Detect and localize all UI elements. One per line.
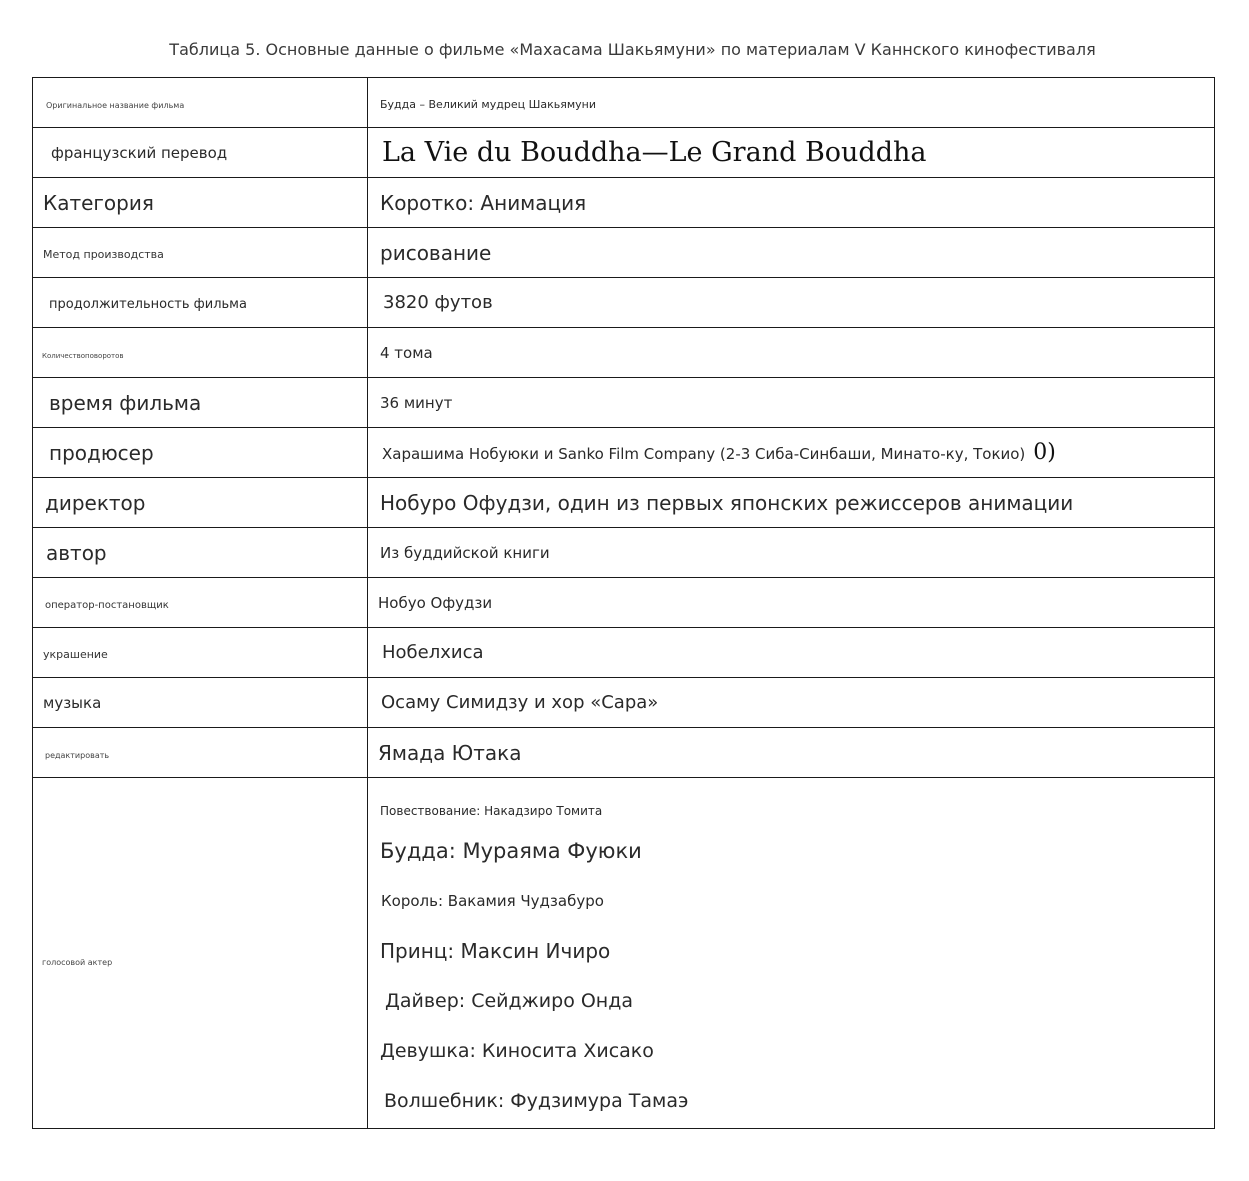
- table-row: [33, 528, 1215, 578]
- row-label: оператор-постановщик: [45, 600, 169, 611]
- row-value: Будда – Великий мудрец Шакьямуни: [380, 98, 596, 111]
- row-label-cell: [33, 228, 368, 278]
- row-value-cell: [368, 528, 1215, 578]
- row-value: La Vie du Bouddha—Le Grand Bouddha: [382, 137, 927, 168]
- row-label: автор: [46, 540, 107, 565]
- row-value-cell: [368, 378, 1215, 428]
- list-item: Дайвер: Сейджиро Онда: [385, 990, 634, 1012]
- row-label-cell: [33, 578, 368, 628]
- table-row: [33, 678, 1215, 728]
- voice-cast-cell: [368, 778, 1215, 1129]
- row-value: Харашима Нобуюки и Sanko Film Company (2-3 Сиба-Синбаши, Минато-ку, Токио): [382, 445, 1026, 463]
- row-label: продюсер: [49, 440, 154, 465]
- table-row: [33, 178, 1215, 228]
- list-item: Принц: Максин Ичиро: [380, 939, 611, 963]
- row-value-suffix: 0): [1033, 440, 1056, 465]
- row-value-cell: [368, 328, 1215, 378]
- film-data-table: [32, 77, 1215, 1129]
- table-row: [33, 428, 1215, 478]
- row-value-cell: [368, 178, 1215, 228]
- row-label: редактировать: [45, 751, 110, 760]
- row-value-cell: [368, 728, 1215, 778]
- list-item: Девушка: Киносита Хисако: [380, 1040, 654, 1062]
- table-row: [33, 578, 1215, 628]
- row-value: Нобелхиса: [382, 642, 484, 663]
- list-item: Король: Вакамия Чудзабуро: [381, 892, 604, 910]
- table-row: [33, 328, 1215, 378]
- table-row: [33, 128, 1215, 178]
- row-label: продолжительность фильма: [49, 297, 247, 312]
- row-label-cell: [33, 278, 368, 328]
- row-value: Из буддийской книги: [380, 544, 550, 562]
- row-label: Количествоповоротов: [42, 352, 124, 360]
- row-label-cell: [33, 528, 368, 578]
- row-label: Категория: [43, 190, 154, 215]
- table-row: [33, 78, 1215, 128]
- row-label-cell: [33, 378, 368, 428]
- list-item: Повествование: Накадзиро Томита: [380, 804, 603, 818]
- row-label: Метод производства: [43, 248, 164, 261]
- row-value-cell: [368, 678, 1215, 728]
- row-value: 3820 футов: [383, 292, 493, 313]
- row-label-cell: [33, 678, 368, 728]
- row-label: музыка: [43, 694, 102, 712]
- table-row: [33, 228, 1215, 278]
- table-row: [33, 278, 1215, 328]
- row-label: Оригинальное название фильма: [46, 101, 185, 110]
- row-value: рисование: [380, 240, 492, 265]
- row-label-cell: [33, 628, 368, 678]
- row-label-cell: [33, 428, 368, 478]
- table-caption: Таблица 5. Основные данные о фильме «Махасама Шакьямуни» по материалам V Каннского кинофестиваля: [169, 40, 1096, 59]
- row-label-cell: [33, 728, 368, 778]
- row-label: время фильма: [49, 390, 202, 415]
- row-label: голосовой актер: [42, 957, 113, 967]
- table-row-voice-cast: [33, 778, 1215, 1129]
- row-value-cell: [368, 228, 1215, 278]
- row-value: Коротко: Анимация: [380, 190, 587, 215]
- row-label-cell: [33, 478, 368, 528]
- row-value-cell: [368, 78, 1215, 128]
- row-value-cell: [368, 278, 1215, 328]
- row-label: директор: [45, 490, 146, 515]
- row-label-cell: [33, 178, 368, 228]
- row-value: 36 минут: [380, 394, 453, 412]
- row-value: Нобуро Офудзи, один из первых японских режиссеров анимации: [380, 490, 1074, 515]
- row-value-cell: [368, 128, 1215, 178]
- row-value-cell: [368, 478, 1215, 528]
- row-label-cell: [33, 328, 368, 378]
- row-label-cell: [33, 78, 368, 128]
- row-value-cell: [368, 428, 1215, 478]
- voice-cast-list: [368, 780, 1214, 1126]
- table-row: [33, 728, 1215, 778]
- list-item: Волшебник: Фудзимура Тамаэ: [384, 1090, 689, 1112]
- row-value: 4 тома: [380, 344, 433, 362]
- row-value: Ямада Ютака: [378, 740, 522, 765]
- list-item: Будда: Мураяма Фуюки: [380, 839, 642, 863]
- row-value-cell: [368, 628, 1215, 678]
- row-label-cell: [33, 128, 368, 178]
- row-value: Нобуо Офудзи: [378, 594, 493, 612]
- row-label-cell: [33, 778, 368, 1129]
- table-row: [33, 378, 1215, 428]
- row-label: украшение: [43, 648, 108, 661]
- row-value: Осаму Симидзу и хор «Сара»: [381, 692, 659, 713]
- row-value-cell: [368, 578, 1215, 628]
- table-row: [33, 478, 1215, 528]
- row-label: французский перевод: [51, 144, 228, 162]
- table-row: [33, 628, 1215, 678]
